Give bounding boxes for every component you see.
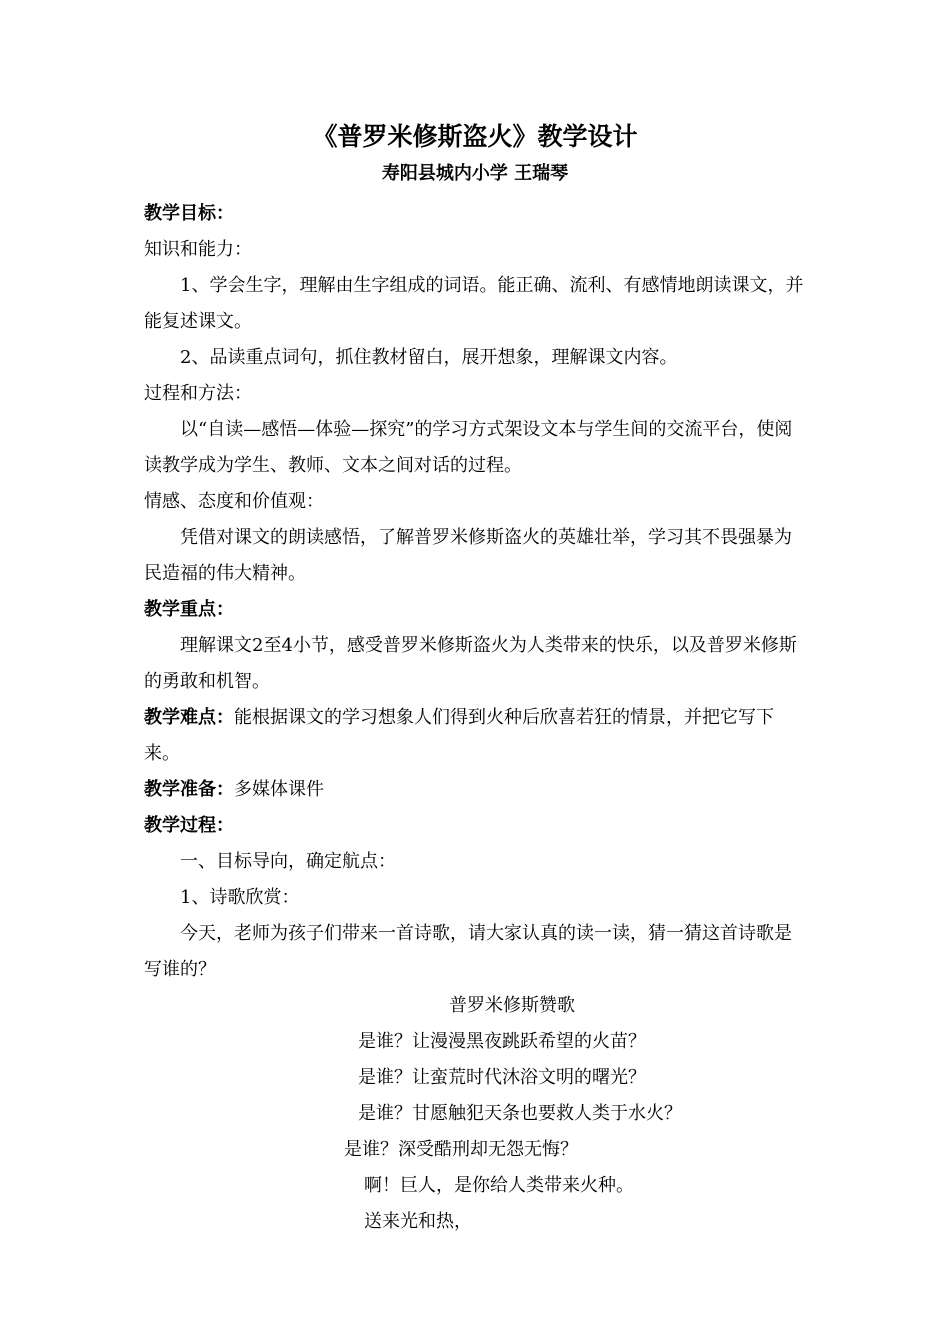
poem-line: 是谁？深受酷刑却无怨无悔？ [344, 1139, 578, 1160]
poem-line: 是谁？让蛮荒时代沐浴文明的曙光？ [358, 1067, 646, 1088]
emotion-heading: 情感、态度和价值观： [144, 491, 324, 512]
difficulty-paragraph [144, 700, 806, 772]
document-body [144, 196, 806, 1240]
poem-line: 啊！巨人，是你给人类带来火种。 [364, 1175, 634, 1196]
process-step-1: 一、目标导向，确定航点： [180, 851, 396, 872]
objectives-heading: 教学目标： [144, 203, 234, 224]
emotion-text: 凭借对课文的朗读感悟，了解普罗米修斯盗火的英雄壮举，学习其不畏强暴为民造福的伟大精神。 [144, 527, 792, 584]
process-method-heading: 过程和方法： [144, 383, 252, 404]
preparation-paragraph [144, 772, 806, 808]
knowledge-item-2: 2、品读重点词句，抓住教材留白，展开想象，理解课文内容。 [180, 347, 678, 368]
poem-title: 普罗米修斯赞歌 [449, 995, 575, 1016]
poem-line: 是谁？让漫漫黑夜跳跃希望的火苗？ [358, 1031, 646, 1052]
poem-line: 是谁？甘愿触犯天条也要救人类于水火？ [358, 1103, 682, 1124]
preparation-text: 多媒体课件 [234, 779, 324, 800]
preparation-heading: 教学准备： [144, 779, 234, 800]
document-title: 《普罗米修斯盗火》教学设计 [312, 122, 638, 151]
process-method-text: 以“自读—感悟—体验—探究”的学习方式架设文本与学生间的交流平台，使阅读教学成为学生、教师、文本之间对话的过程。 [144, 419, 793, 476]
key-points-heading: 教学重点： [144, 599, 234, 620]
difficulty-text: 能根据课文的学习想象人们得到火种后欣喜若狂的情景，并把它写下来。 [144, 707, 774, 764]
difficulty-heading: 教学难点： [144, 707, 234, 728]
poem [144, 988, 806, 1240]
knowledge-item-1: 1、学会生字，理解由生字组成的词语。能正确、流利、有感情地朗读课文，并能复述课文。 [144, 275, 804, 332]
key-points-text: 理解课文2至4小节，感受普罗米修斯盗火为人类带来的快乐，以及普罗米修斯的勇敢和机智。 [144, 635, 797, 692]
process-sub-1: 1、诗歌欣赏： [180, 887, 300, 908]
process-intro: 今天，老师为孩子们带来一首诗歌，请大家认真的读一读，猜一猜这首诗歌是写谁的？ [144, 923, 792, 980]
process-heading: 教学过程： [144, 815, 234, 836]
knowledge-heading: 知识和能力： [144, 239, 252, 260]
poem-line: 送来光和热， [364, 1211, 472, 1232]
document-author: 寿阳县城内小学 王瑞琴 [381, 163, 569, 184]
